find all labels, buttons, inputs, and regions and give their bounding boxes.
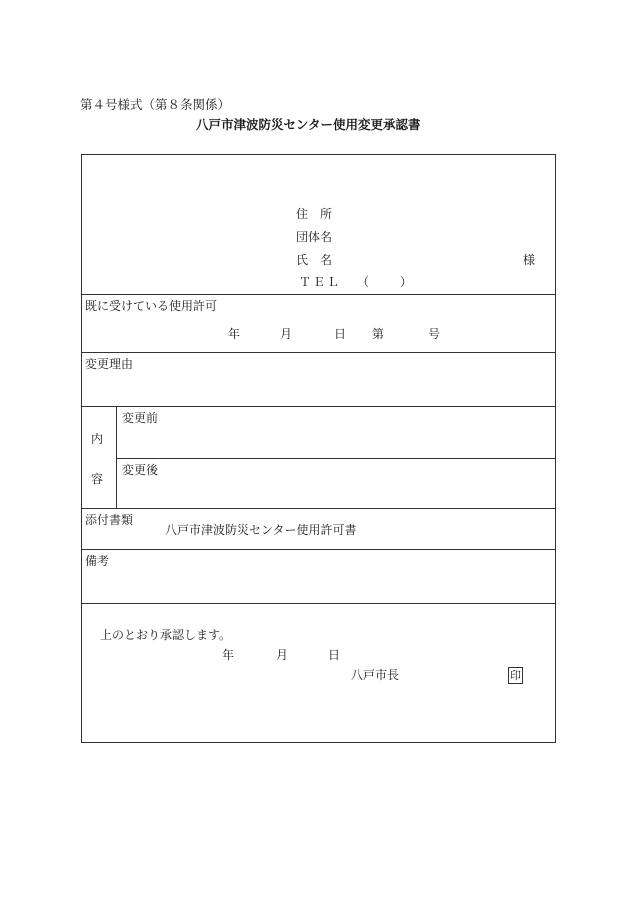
attachments-value: 八戸市津波防災センター使用許可書 (165, 523, 357, 537)
row-divider (81, 549, 556, 550)
document-title: 八戸市津波防災センター使用変更承認書 (196, 117, 421, 132)
remarks-label: 備考 (85, 554, 110, 568)
before-change-label: 変更前 (122, 411, 159, 425)
existing-permit-label: 既に受けている使用許可 (85, 299, 218, 313)
content-label-top: 内 (91, 432, 104, 446)
row-divider (81, 294, 556, 295)
row-divider (116, 458, 556, 459)
honorific: 様 (523, 253, 536, 267)
name-label: 氏 名 (296, 253, 333, 267)
approval-day-label: 日 (328, 648, 341, 662)
content-label-bottom: 容 (91, 472, 104, 486)
issuer-name: 八戸市長 (351, 668, 400, 682)
seal-stamp: 印 (510, 669, 521, 682)
approval-statement: 上のとおり承認します。 (100, 628, 232, 642)
row-divider (81, 406, 556, 407)
group-name-label: 団体名 (296, 230, 333, 244)
approval-month-label: 月 (276, 648, 289, 662)
tel-open-paren: （ (357, 275, 370, 289)
tel-close-paren: ） (400, 275, 413, 289)
permit-day-label: 日 (334, 327, 347, 341)
permit-month-label: 月 (280, 327, 293, 341)
permit-year-label: 年 (228, 327, 241, 341)
change-reason-label: 変更理由 (85, 357, 134, 371)
approval-year-label: 年 (222, 648, 235, 662)
attachments-label: 添付書類 (85, 513, 134, 527)
tel-label: ＴＥＬ (299, 275, 342, 289)
after-change-label: 変更後 (122, 463, 159, 477)
row-divider (81, 352, 556, 353)
permit-number-suffix: 号 (428, 327, 441, 341)
row-divider (81, 603, 556, 604)
column-divider (116, 406, 117, 508)
permit-number-prefix: 第 (372, 327, 385, 341)
address-label: 住 所 (296, 207, 333, 221)
form-number: 第４号様式（第８条関係） (80, 97, 231, 112)
row-divider (81, 508, 556, 509)
